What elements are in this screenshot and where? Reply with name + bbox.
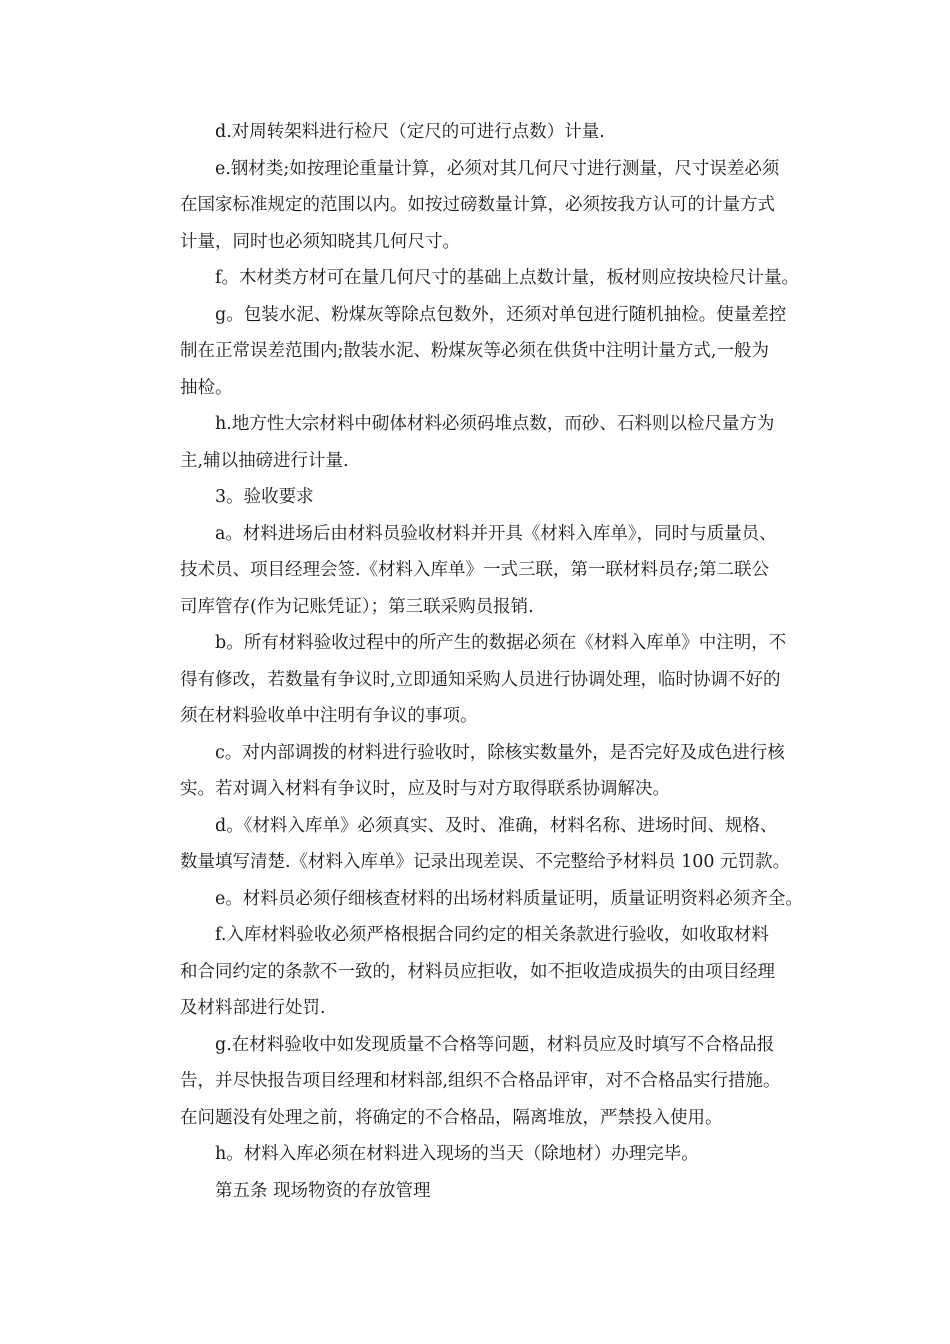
- section-heading-acceptance: [145, 479, 825, 516]
- text-line: 告，并尽快报告项目经理和材料部,组织不合格品评审，对不合格品实行措施。: [180, 1071, 781, 1091]
- text-line: f。木材类方材可在量几何尺寸的基础上点数计量，板材则应按块检尺计量。: [215, 268, 799, 288]
- text-line: 和合同约定的条款不一致的，材料员应拒收，如不拒收造成损失的由项目经理: [180, 961, 775, 982]
- text-line: 司库管存(作为记账凭证）；第三联采购员报销.: [180, 596, 534, 617]
- paragraph-f-contract-terms: [145, 917, 825, 1027]
- text-line: 及材料部进行处罚.: [180, 998, 326, 1018]
- text-line: 在问题没有处理之前，将确定的不合格品，隔离堆放，严禁投入使用。: [180, 1107, 723, 1128]
- text-line: b。所有材料验收过程中的所产生的数据必须在《材料入库单》中注明，不: [215, 633, 787, 653]
- paragraph-c-internal-transfer: [145, 735, 825, 808]
- text-line: d。《材料入库单》必须真实、及时、准确，材料名称、进场时间、规格、: [215, 815, 778, 836]
- text-line: 在国家标准规定的范围以内。如按过磅数量计算，必须按我方认可的计量方式: [180, 195, 775, 215]
- document-body: [145, 114, 825, 1209]
- text-line: d.对周转架料进行检尺（定尺的可进行点数）计量.: [215, 122, 605, 142]
- text-line: e.钢材类;如按理论重量计算，必须对其几何尺寸进行测量，尺寸误差必须: [215, 158, 780, 179]
- article-heading-storage: [145, 1173, 825, 1210]
- text-line: f.入库材料验收必须严格根据合同约定的相关条款进行验收，如收取材料: [215, 925, 769, 945]
- text-line: 第五条 现场物资的存放管理: [215, 1180, 431, 1201]
- paragraph-h-same-day: [145, 1136, 825, 1173]
- text-line: a。材料进场后由材料员验收材料并开具《材料入库单》，同时与质量员、: [215, 523, 777, 544]
- text-line: 须在材料验收单中注明有争议的事项。: [180, 706, 478, 726]
- paragraph-d-receipt-accuracy: [145, 808, 825, 881]
- text-line: h。材料入库必须在材料进入现场的当天（除地材）办理完毕。: [215, 1144, 699, 1164]
- text-line: g。包装水泥、粉煤灰等除点包数外，还须对单包进行随机抽检。使量差控: [215, 304, 787, 325]
- text-line: 计量，同时也必须知晓其几何尺寸。: [180, 231, 460, 252]
- text-line: 数量填写清楚.《材料入库单》记录出现差误、不完整给予材料员 100 元罚款。: [180, 852, 791, 872]
- text-line: 3。验收要求: [215, 487, 314, 507]
- text-line: 技术员、项目经理会签.《材料入库单》一式三联，第一联材料员存;第二联公: [180, 560, 769, 580]
- text-line: c。对内部调拨的材料进行验收时，除核实数量外，是否完好及成色进行核: [215, 742, 785, 763]
- paragraph-g-cement: [145, 297, 825, 407]
- paragraph-e-steel: [145, 151, 825, 261]
- text-line: h.地方性大宗材料中砌体材料必须码堆点数，而砂、石料则以检尺量方为: [215, 414, 775, 434]
- paragraph-g-nonconforming: [145, 1027, 825, 1137]
- paragraph-e-quality-certificate: [145, 881, 825, 918]
- paragraph-h-bulk-material: [145, 406, 825, 479]
- paragraph-f-timber: [145, 260, 825, 297]
- paragraph-b-data-record: [145, 625, 825, 735]
- paragraph-a-receipt: [145, 516, 825, 626]
- text-line: 实。若对调入材料有争议时，应及时与对方取得联系协调解决。: [180, 779, 670, 799]
- text-line: 主,辅以抽磅进行计量.: [180, 450, 349, 471]
- text-line: 抽检。: [180, 377, 233, 398]
- text-line: 得有修改，若数量有争议时,立即通知采购人员进行协调处理，临时协调不好的: [180, 669, 781, 690]
- paragraph-d-turnover-material: [145, 114, 825, 151]
- text-line: g.在材料验收中如发现质量不合格等问题，材料员应及时填写不合格品报: [215, 1034, 775, 1055]
- text-line: e。材料员必须仔细核查材料的出场材料质量证明，质量证明资料必须齐全。: [215, 888, 803, 909]
- text-line: 制在正常误差范围内;散装水泥、粉煤灰等必须在供货中注明计量方式,一般为: [180, 341, 769, 361]
